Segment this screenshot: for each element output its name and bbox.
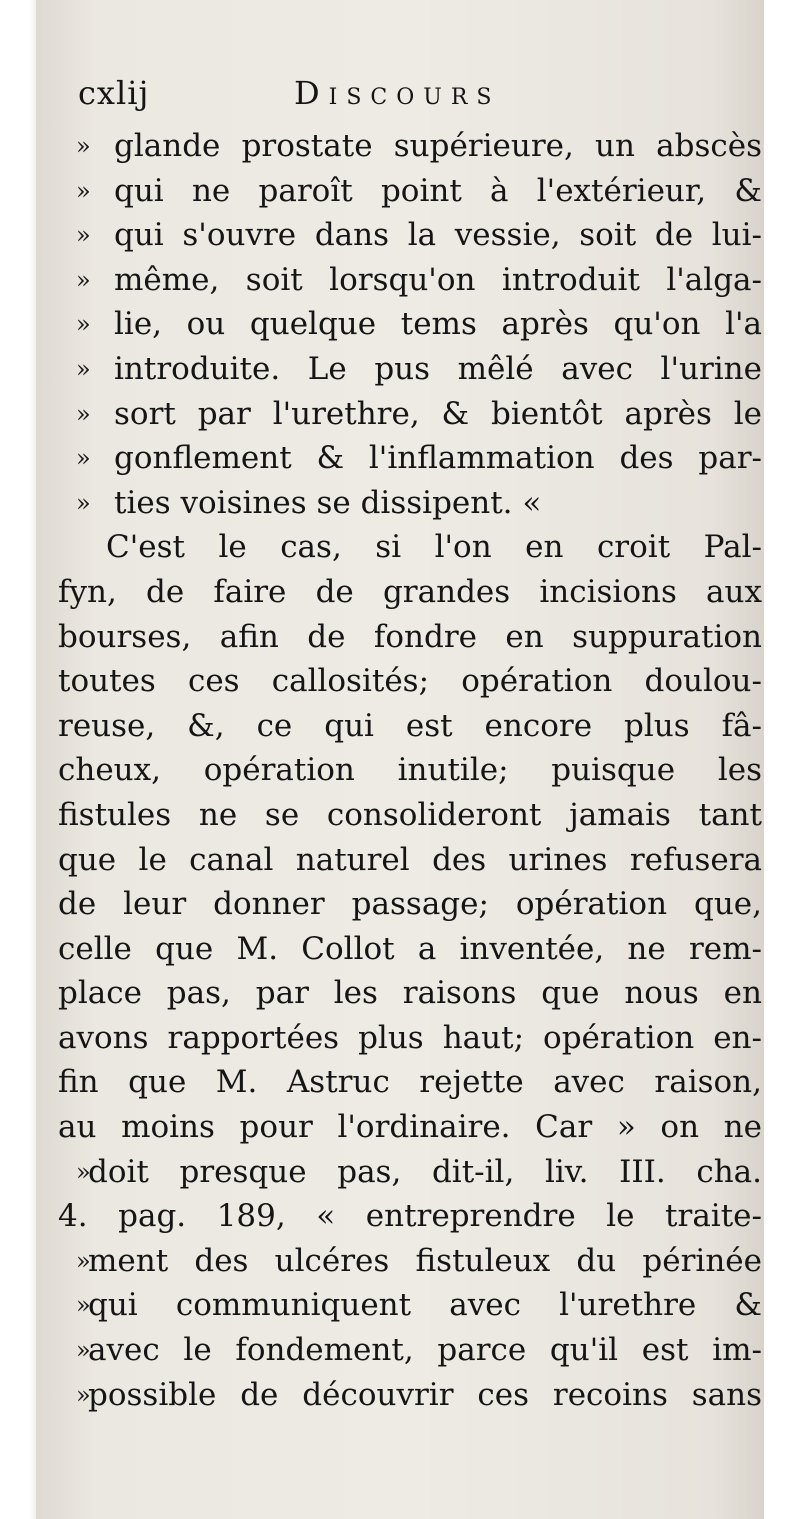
- text-line: [58, 748, 762, 793]
- line-text: que le canal naturel des urines refusera: [58, 841, 762, 878]
- line-text: fyn, de faire de grandes incisions aux: [58, 573, 762, 610]
- text-line: [58, 1283, 762, 1328]
- line-text: 4. pag. 189, « entreprendre le traite-: [58, 1198, 762, 1235]
- line-text: possible de découvrir ces recoins sans: [88, 1376, 762, 1413]
- line-text: fistules ne se consolideront jamais tant: [58, 796, 762, 833]
- quote-mark: »: [76, 1246, 91, 1275]
- text-line: [58, 124, 762, 169]
- text-line: [58, 927, 762, 972]
- text-line: [58, 1328, 762, 1373]
- text-line: [58, 1105, 762, 1150]
- line-text: celle que M. Collot a inventée, ne rem-: [58, 930, 762, 967]
- line-text: ties voisines se dissipent. «: [114, 484, 542, 521]
- line-text: cheux, opération inutile; puisque les: [58, 752, 762, 789]
- line-text: reuse, &, ce qui est encore plus fâ-: [58, 707, 762, 744]
- line-text: avec le fondement, parce qu'il est im-: [88, 1332, 762, 1369]
- text-line: [58, 436, 762, 481]
- line-text: ment des ulcéres fistuleux du périnée: [88, 1242, 762, 1279]
- quote-mark: »: [76, 1291, 91, 1320]
- line-text: gonflement & l'inflammation des par-: [114, 440, 762, 477]
- text-line: [58, 659, 762, 704]
- text-line: [58, 213, 762, 258]
- quote-mark: »: [76, 221, 91, 250]
- text-line: [58, 1373, 762, 1418]
- text-line: [58, 1060, 762, 1105]
- text-line: [58, 704, 762, 749]
- body-text: [58, 124, 762, 1417]
- page-number: cxlij: [78, 74, 150, 112]
- line-text: fin que M. Astruc rejette avec raison,: [58, 1064, 762, 1101]
- line-text: sort par l'urethre, & bientôt après le: [114, 395, 762, 432]
- quote-mark: »: [76, 1336, 91, 1365]
- text-line: [58, 169, 762, 214]
- line-text: doit presque pas, dit-il, liv. III. cha.: [88, 1153, 762, 1190]
- text-line: [58, 838, 762, 883]
- text-line: [58, 481, 758, 526]
- page-header: [78, 72, 718, 124]
- line-text: même, soit lorsqu'on introduit l'alga-: [114, 261, 762, 298]
- text-line: [58, 1016, 762, 1061]
- line-text: qui s'ouvre dans la vessie, soit de lui-: [114, 217, 762, 254]
- quote-mark: »: [76, 310, 91, 339]
- scan-margin-right: [764, 0, 800, 1519]
- line-text: place pas, par les raisons que nous en: [58, 975, 762, 1012]
- line-text: bourses, afin de fondre en suppuration: [58, 618, 762, 655]
- line-text: de leur donner passage; opération que,: [58, 886, 762, 923]
- line-text: C'est le cas, si l'on en croit Pal-: [106, 529, 762, 566]
- text-line: [58, 570, 762, 615]
- text-line: [58, 347, 762, 392]
- text-line: [58, 525, 762, 570]
- line-text: introduite. Le pus mêlé avec l'urine: [114, 350, 762, 387]
- quote-mark: »: [76, 399, 91, 428]
- line-text: qui communiquent avec l'urethre &: [88, 1287, 762, 1324]
- quote-mark: »: [76, 1380, 91, 1409]
- text-line: [58, 793, 762, 838]
- text-line: [58, 882, 762, 927]
- quote-mark: »: [76, 354, 91, 383]
- quote-mark: »: [76, 265, 91, 294]
- text-line: [58, 1150, 762, 1195]
- line-text: au moins pour l'ordinaire. Car » on ne: [58, 1109, 762, 1146]
- line-text: toutes ces callosités; opération doulou-: [58, 663, 762, 700]
- line-text: glande prostate supérieure, un abscès: [114, 128, 762, 164]
- text-line: [58, 1194, 762, 1239]
- text-line: [58, 615, 762, 660]
- text-line: [58, 971, 762, 1016]
- quote-mark: »: [76, 444, 91, 473]
- quote-mark: »: [76, 176, 91, 205]
- quote-mark: »: [76, 132, 91, 160]
- quote-mark: »: [76, 488, 91, 517]
- text-line: [58, 302, 762, 347]
- text-line: [58, 258, 762, 303]
- quote-mark: »: [76, 1157, 91, 1186]
- line-text: avons rapportées plus haut; opération en-: [58, 1019, 762, 1056]
- text-line: [58, 392, 762, 437]
- line-text: lie, ou quelque tems après qu'on l'a: [114, 306, 762, 343]
- line-text: qui ne paroît point à l'extérieur, &: [114, 172, 762, 209]
- text-line: [58, 1239, 762, 1284]
- running-head: Discours: [294, 74, 501, 112]
